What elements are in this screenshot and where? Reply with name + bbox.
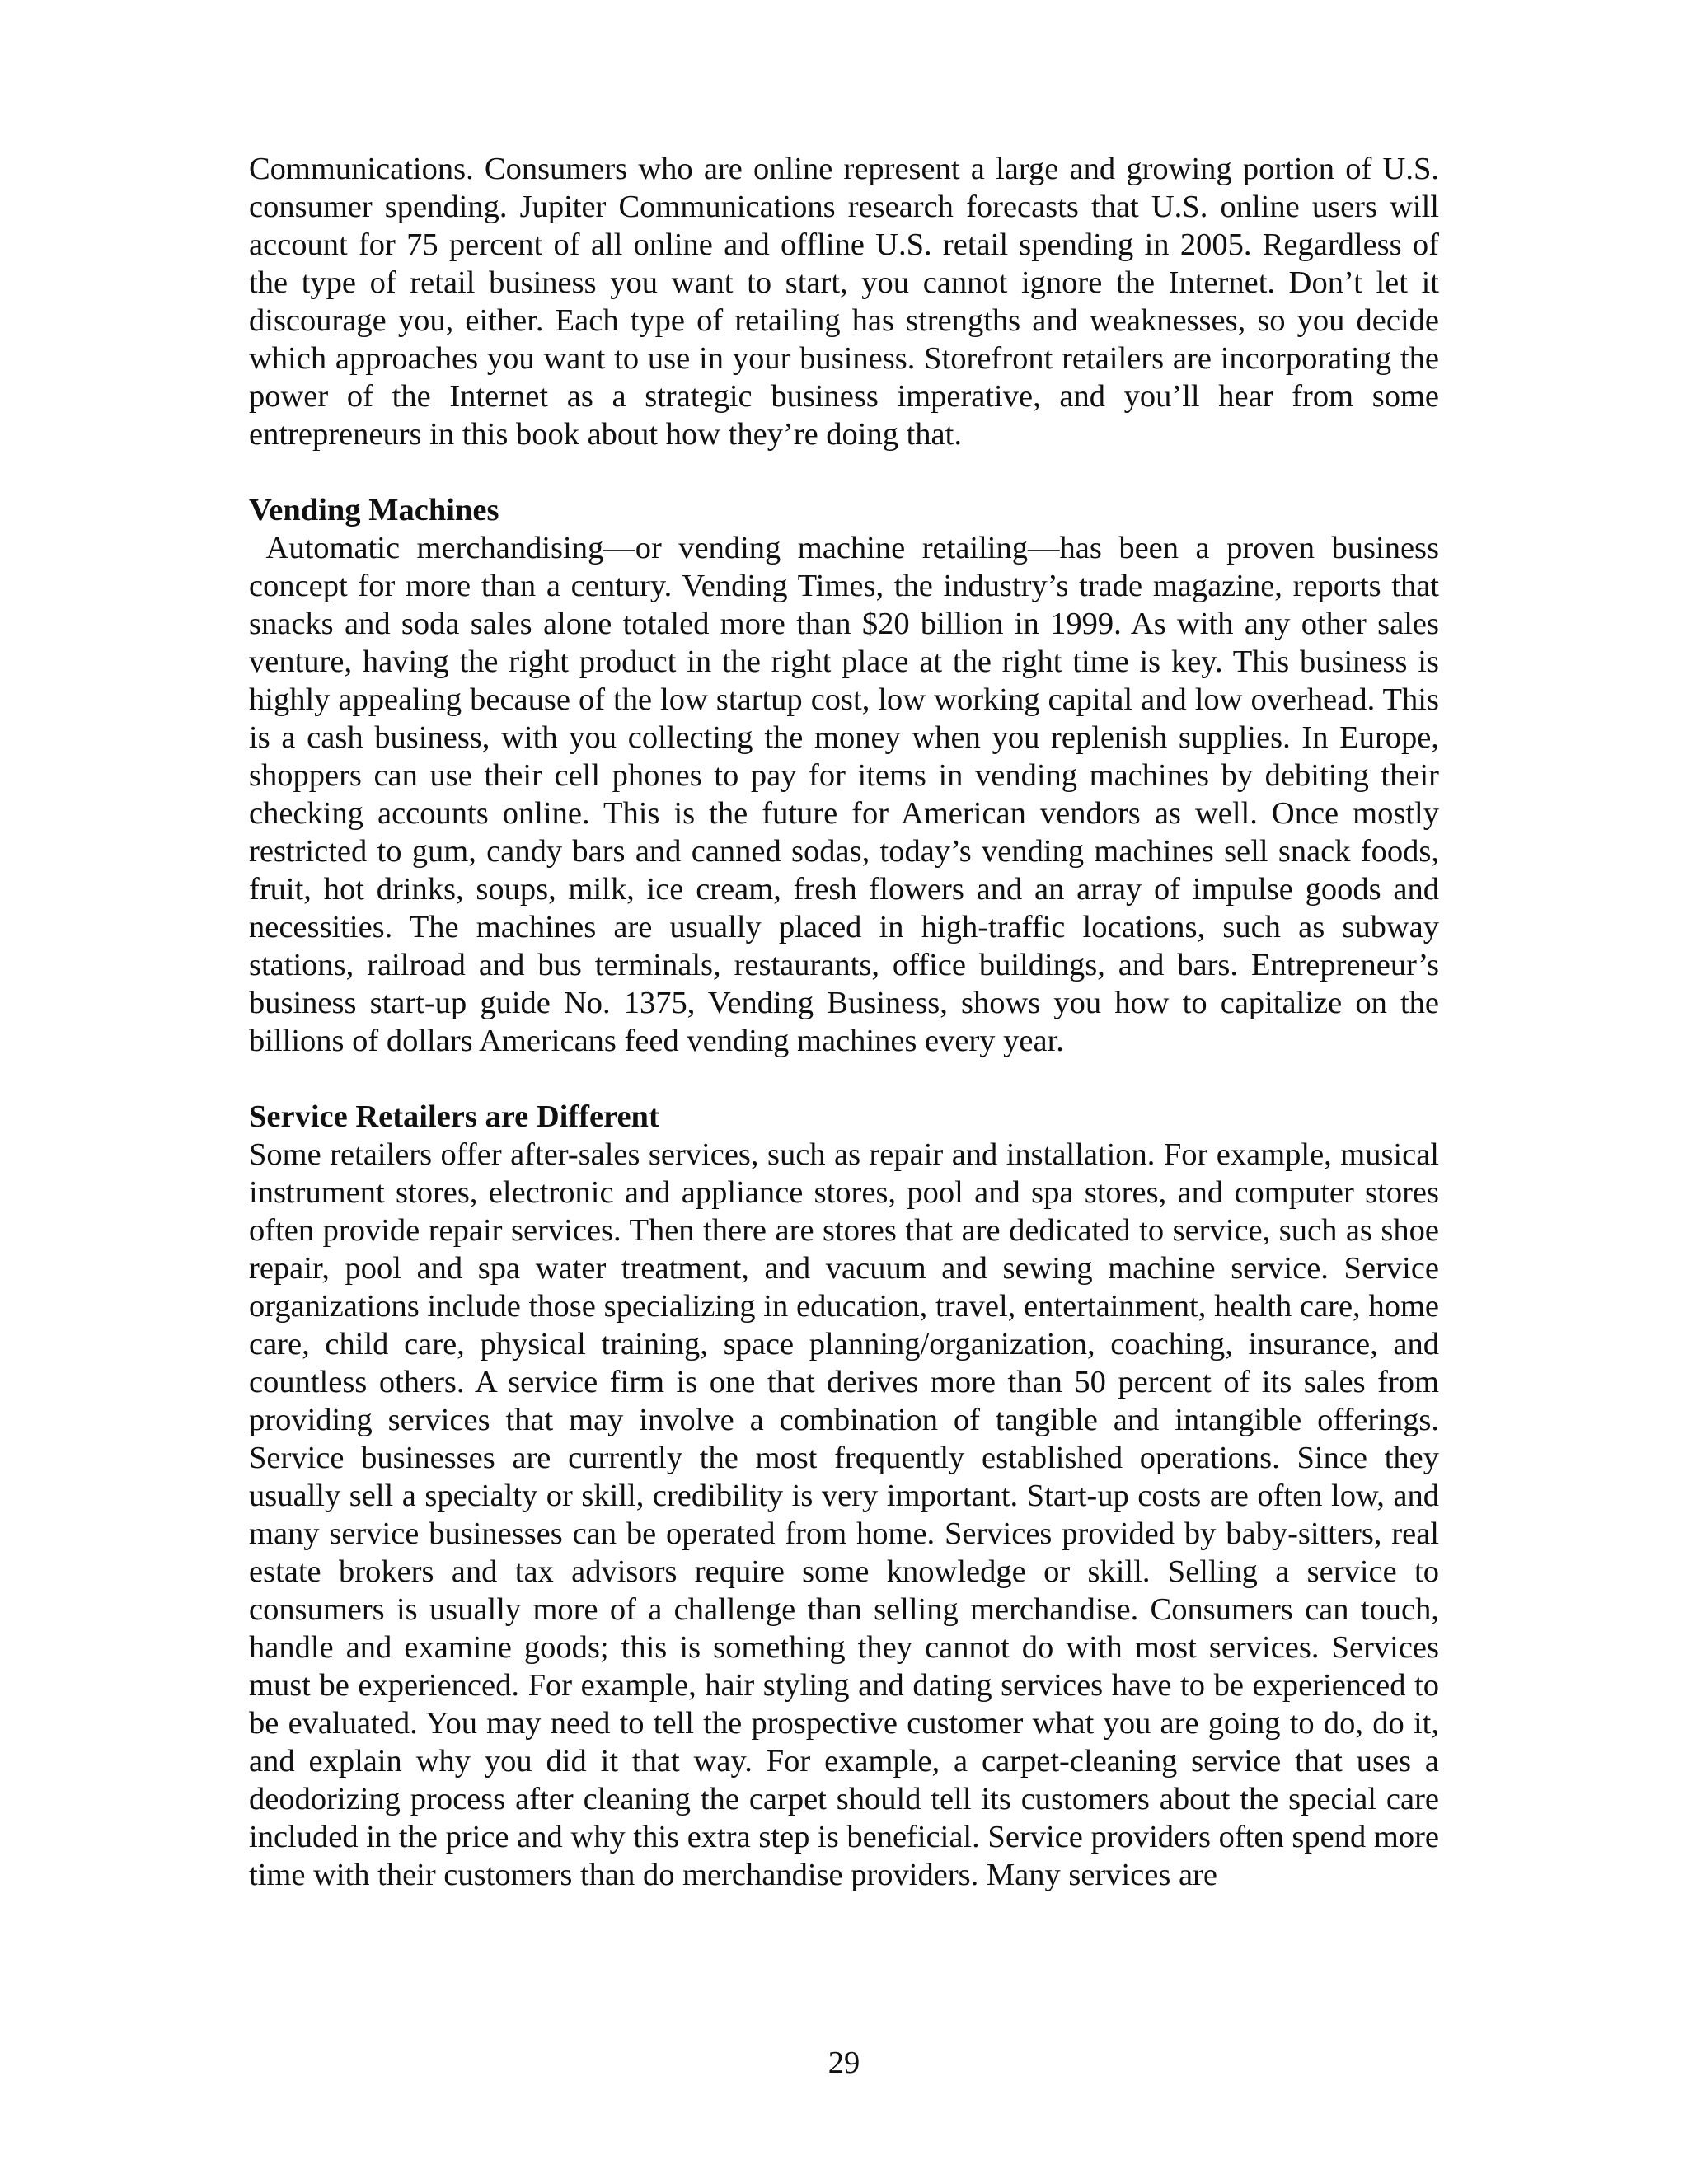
- section-body-vending-machines: Automatic merchandising—or vending machine retailing—has been a proven business concept for more than a century. Vending Times, the industry’s trade magazine, reports that snacks and soda sales alone totaled more than $20 billion in 1999. As with any other sales venture, having the right product in the right place at the right time is key. This business is highly appealing because of the low startup cost, low working capital and low overhead. This is a cash business, with you collecting the money when you replenish supplies. In Europe, shoppers can use their cell phones to pay for items in vending machines by debiting their checking accounts online. This is the future for American vendors as well. Once mostly restricted to gum, candy bars and canned sodas, today’s vending machines sell snack foods, fruit, hot drinks, soups, milk, ice cream, fresh flowers and an array of impulse goods and necessities. The machines are usually placed in high-traffic locations, such as subway stations, railroad and bus terminals, restaurants, office buildings, and bars. Entrepreneur’s business start-up guide No. 1375, Vending Business, shows you how to capitalize on the billions of dollars Americans feed vending machines every year.: [249, 531, 1447, 1058]
- paragraph-spacer: [249, 1060, 1439, 1098]
- section-heading-service-retailers: Service Retailers are Different: [249, 1099, 659, 1134]
- page-number: 29: [828, 2046, 860, 2080]
- section-heading-vending-machines: Vending Machines: [249, 493, 499, 527]
- paragraph-spacer: [249, 453, 1439, 491]
- page-content: [249, 150, 1447, 1894]
- intro-paragraph: Communications. Consumers who are online represent a large and growing portion of U.S. consumer spending. Jupiter Communications research forecasts that U.S. online users will account for 75 percent of all online and offline U.S. retail spending in 2005. Regardless of the type of retail business you want to start, you cannot ignore the Internet. Don’t let it discourage you, either. Each type of retailing has strengths and weaknesses, so you decide which approaches you want to use in your business. Storefront retailers are incorporating the power of the Internet as a strategic business imperative, and you’ll hear from some entrepreneurs in this book about how they’re doing that.: [249, 152, 1439, 452]
- section-body-service-retailers: Some retailers offer after-sales services, such as repair and installation. For example, musical instrument stores, electronic and appliance stores, pool and spa stores, and computer stores often provide repair services. Then there are stores that are dedicated to service, such as shoe repair, pool and spa water treatment, and vacuum and sewing machine service. Service organizations include those specializing in education, travel, entertainment, health care, home care, child care, physical training, space planning/organization, coaching, insurance, and countless others. A service firm is one that derives more than 50 percent of its sales from providing services that may involve a combination of tangible and intangible offerings. Service businesses are currently the most frequently established operations. Since they usually sell a specialty or skill, credibility is very important. Start-up costs are often low, and many service businesses can be operated from home. Services provided by baby-sitters, real estate brokers and tax advisors require some knowledge or skill. Selling a service to consumers is usually more of a challenge than selling merchandise. Consumers can touch, handle and examine goods; this is something they cannot do with most services. Services must be experienced. For example, hair styling and dating services have to be experienced to be evaluated. You may need to tell the prospective customer what you are going to do, do it, and explain why you did it that way. For example, a carpet-cleaning service that uses a deodorizing process after cleaning the carpet should tell its customers about the special care included in the price and why this extra step is beneficial. Service providers often spend more time with their customers than do merchandise providers. Many services are: [249, 1137, 1439, 1892]
